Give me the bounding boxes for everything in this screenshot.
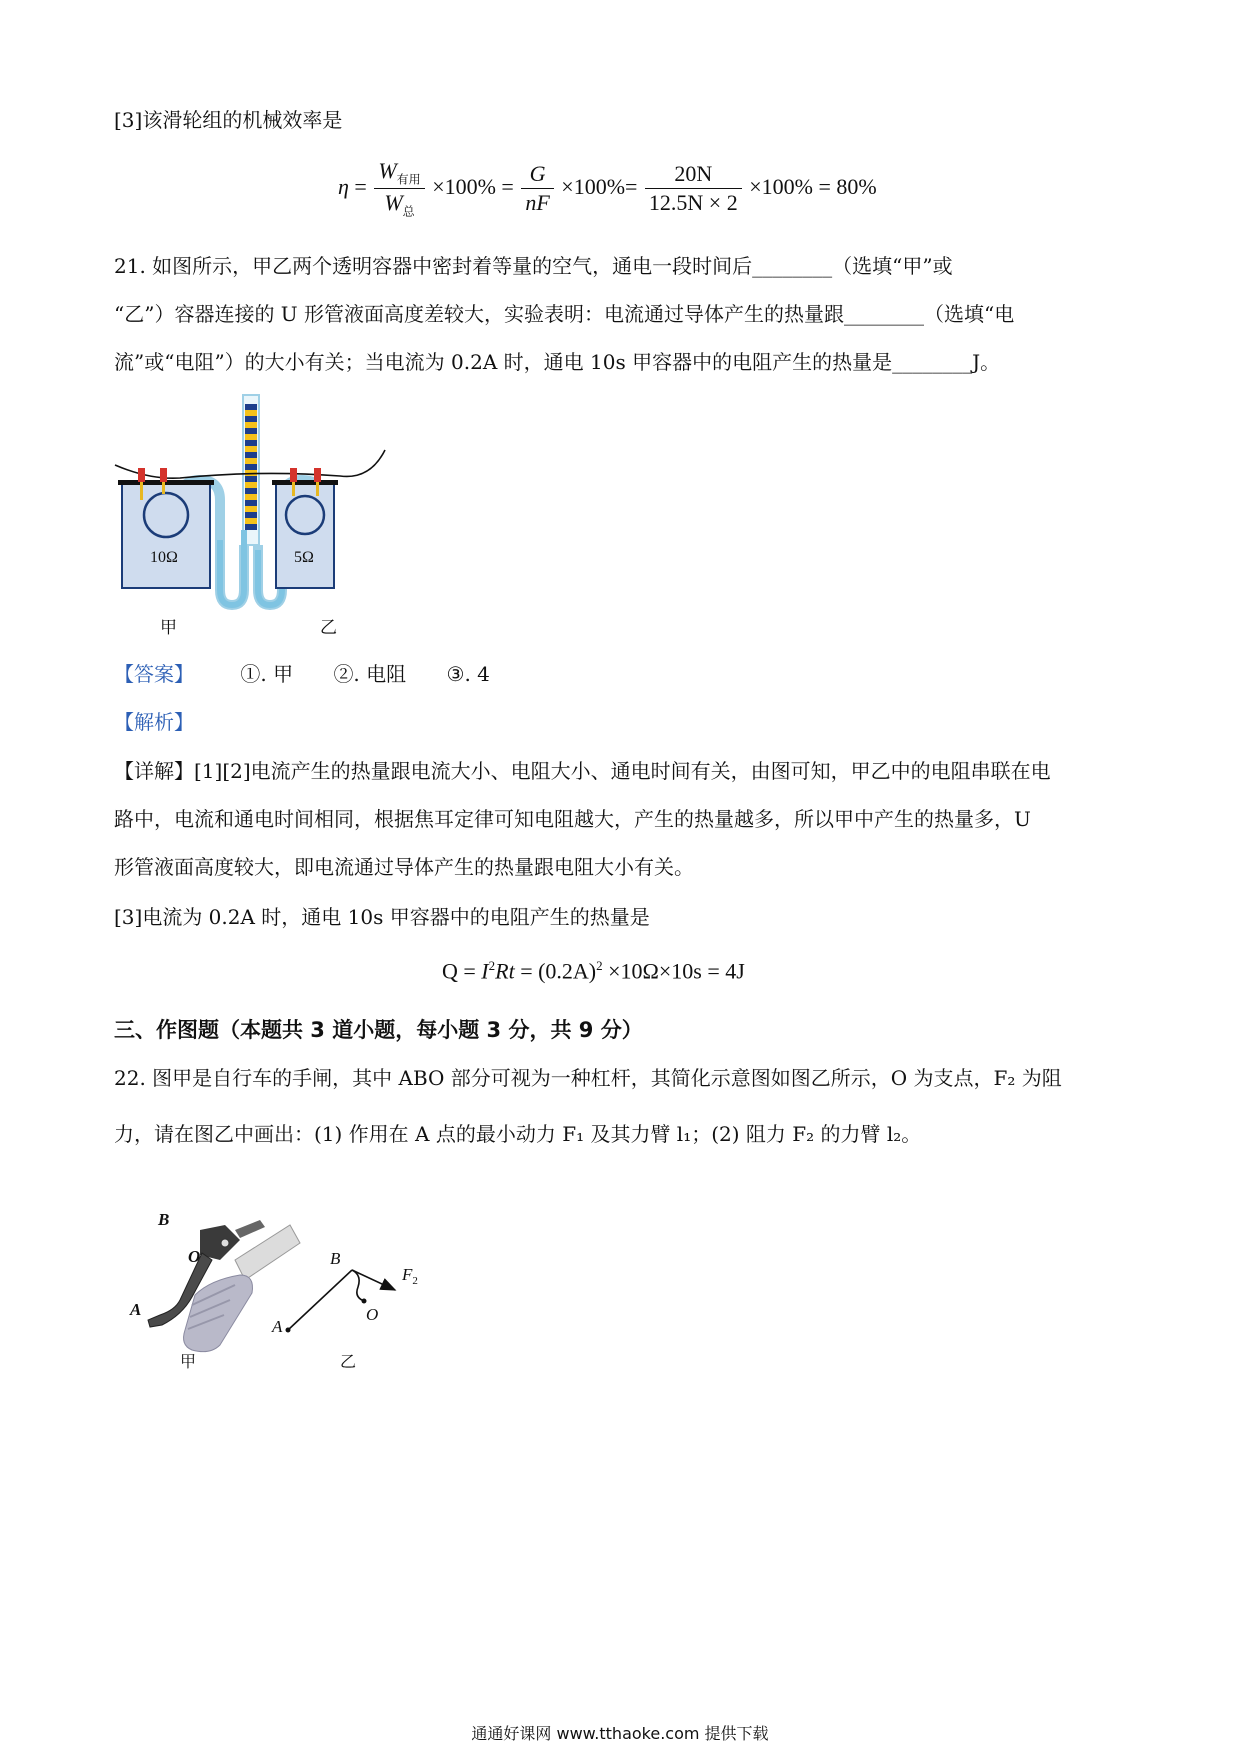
w-useful: W xyxy=(378,158,397,183)
q21-line3: 流”或“电阻”）的大小有关；当电流为 0.2A 时，通电 10s 甲容器中的电阻产生的热量是________J。 xyxy=(114,350,1001,374)
jia-label-o: O xyxy=(188,1247,201,1266)
g-symbol: G xyxy=(521,161,553,189)
fig22-caption-jia: 甲 xyxy=(180,1352,197,1371)
section-3-heading: 三、作图题（本题共 3 道小题，每小题 3 分，共 9 分） xyxy=(114,1018,643,1042)
w-total: W xyxy=(384,190,403,216)
times-100-a: ×100% = xyxy=(432,173,514,199)
page-footer: 通通好课网 www.tthaoke.com 提供下载 xyxy=(471,1724,769,1743)
denominator-12-5n: 12.5N × 2 xyxy=(648,190,738,216)
efficiency-equation xyxy=(338,158,877,220)
answer-1: ①. 甲 xyxy=(240,662,294,686)
w-useful-sub: 有用 xyxy=(396,172,421,187)
q21-line1: 21. 如图所示，甲乙两个透明容器中密封着等量的空气，通电一段时间后________（选填“甲”或 xyxy=(114,254,953,278)
nf-symbol: nF xyxy=(525,190,550,216)
i-symbol: I xyxy=(481,958,489,984)
yi-label-o: O xyxy=(366,1305,379,1324)
answer-2: ②. 电阻 xyxy=(333,662,407,686)
answer-3: ③. 4 xyxy=(446,662,490,686)
i-squared: 2 xyxy=(488,958,496,973)
numeric-fraction xyxy=(645,161,742,216)
q21-line2: “乙”）容器连接的 U 形管液面高度差较大，实验表明：电流通过导体产生的热量跟________（选填“电 xyxy=(114,302,1015,326)
answer-row xyxy=(114,662,490,686)
rt-symbol: Rt xyxy=(495,958,515,984)
yi-label-a: A xyxy=(272,1317,283,1336)
u-tube-apparatus-figure xyxy=(110,390,410,650)
jia-label-a: A xyxy=(130,1300,142,1319)
equals-sign: = xyxy=(354,173,367,199)
detail-line2: 路中，电流和通电时间相同，根据焦耳定律可知电阻越大，产生的热量越多，所以甲中产生的热量多，U xyxy=(114,807,1031,831)
joule-equation xyxy=(442,958,745,984)
w-total-sub: 总 xyxy=(402,204,415,219)
analysis-tag: 【解析】 xyxy=(114,710,194,734)
container-jia-label: 甲 xyxy=(160,618,177,638)
fig22-caption-yi: 乙 xyxy=(340,1352,357,1371)
g-nf-fraction xyxy=(521,161,553,216)
q22-line1: 22. 图甲是自行车的手闸，其中 ABO 部分可视为一种杠杆，其简化示意图如图乙所示，O 为支点，F₂ 为阻 xyxy=(114,1066,1062,1090)
answer-tag: 【答案】 xyxy=(114,662,194,686)
eta-symbol: η xyxy=(338,173,349,199)
detail-line3: 形管液面高度较大，即电流通过导体产生的热量跟电阻大小有关。 xyxy=(114,855,694,879)
numerator-20n: 20N xyxy=(645,161,742,189)
yi-label-b: B xyxy=(330,1249,341,1268)
right-resistor-label: 5Ω xyxy=(294,549,314,566)
q22-line2: 力，请在图乙中画出：(1) 作用在 A 点的最小动力 F₁ 及其力臂 l₁；(2) 阻力 F₂ 的力臂 l₂。 xyxy=(114,1122,922,1146)
current-value: = (0.2A) xyxy=(514,958,597,984)
times-100-b: ×100%= xyxy=(561,173,638,199)
detail-line1: 【详解】[1][2]电流产生的热量跟电流大小、电阻大小、通电时间有关，由图可知，甲乙中的电阻串联在电 xyxy=(114,759,1051,783)
current-squared: 2 xyxy=(596,958,603,973)
step3-text: [3]该滑轮组的机械效率是 xyxy=(114,108,343,132)
jia-label-b: B xyxy=(158,1210,170,1229)
efficiency-result: ×100% = 80% xyxy=(749,173,877,199)
detail-line4: [3]电流为 0.2A 时，通电 10s 甲容器中的电阻产生的热量是 xyxy=(114,905,650,929)
work-fraction xyxy=(374,158,424,220)
container-yi-label: 乙 xyxy=(320,618,337,638)
yi-label-f2: $F_2$ xyxy=(402,1265,418,1287)
heat-result: ×10Ω×10s = 4J xyxy=(602,958,745,984)
left-resistor-label: 10Ω xyxy=(150,549,178,566)
simplified-lever-figure xyxy=(270,1205,430,1375)
q-symbol: Q = xyxy=(442,958,482,984)
